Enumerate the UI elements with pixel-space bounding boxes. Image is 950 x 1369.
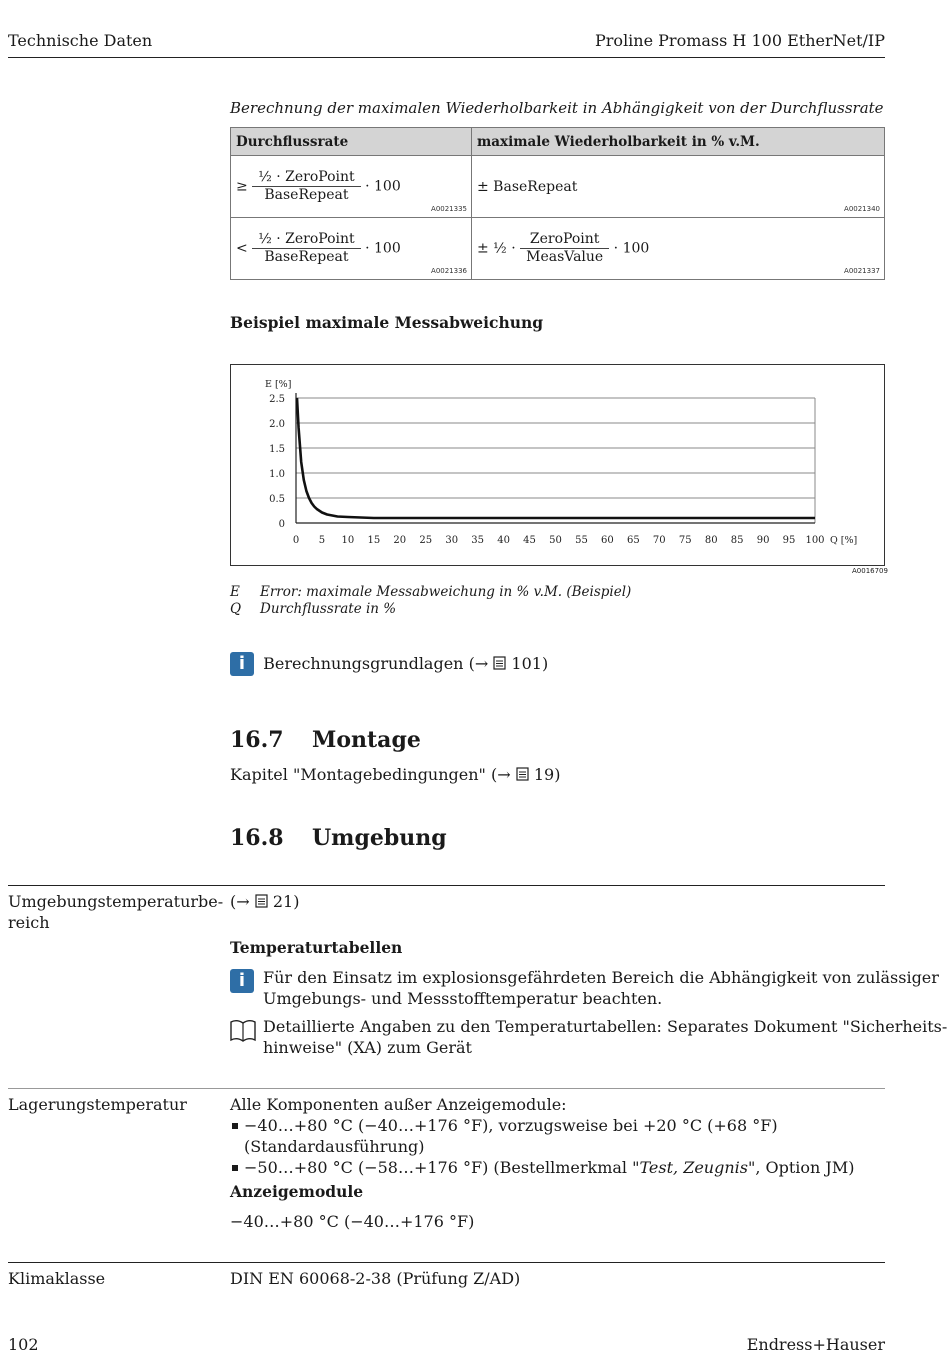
order-feature: "Test, Zeugnis" xyxy=(632,1158,756,1177)
x-tick-label: 80 xyxy=(704,535,718,546)
header-product-name: Proline Promass H 100 EtherNet/IP xyxy=(595,31,885,50)
chart-figure-code: A0016709 xyxy=(852,567,888,575)
book-icon xyxy=(229,1018,257,1044)
y-axis-label: E [%] xyxy=(265,379,292,390)
label-line: Umgebungstemperaturbe- xyxy=(8,892,224,911)
page-reference-icon xyxy=(516,767,529,781)
storage-temperature-content xyxy=(230,1094,885,1178)
multiplier: · 100 xyxy=(365,178,401,195)
x-tick-label: 45 xyxy=(523,535,536,546)
y-tick-label: 0 xyxy=(278,519,285,530)
legend-key: E xyxy=(230,584,240,600)
info-icon: i xyxy=(230,969,254,993)
legend-item-q xyxy=(230,601,631,618)
table-caption: Berechnung der maximalen Wiederholbarkeit in Abhängigkeit von der Durchflussrate xyxy=(230,99,884,117)
ambient-temperature-label xyxy=(8,891,223,933)
example-heading: Beispiel maximale Messabweichung xyxy=(230,313,544,332)
fraction-denominator: MeasValue xyxy=(526,249,604,265)
divider-rule xyxy=(8,1088,885,1089)
fraction xyxy=(520,231,609,266)
page-number: 102 xyxy=(8,1335,39,1354)
x-tick-label: 100 xyxy=(805,535,825,546)
page-reference[interactable]: 101) xyxy=(511,654,549,673)
table-cell-repeatability xyxy=(472,156,885,218)
figure-code: A0021337 xyxy=(844,267,880,275)
repeatability-prefix: ± ½ · xyxy=(477,240,516,257)
section-16-8-number: 16.8 xyxy=(230,825,284,851)
repeatability-formula: ± BaseRepeat xyxy=(477,178,578,195)
x-tick-label: 35 xyxy=(471,535,485,546)
section-16-7-title: Montage xyxy=(312,727,421,753)
x-tick-label: 75 xyxy=(678,535,692,546)
page-reference[interactable]: 19) xyxy=(533,765,561,784)
header-section-title: Technische Daten xyxy=(8,31,153,50)
legend-text: Durchflussrate in % xyxy=(260,601,397,617)
header-rule xyxy=(8,57,885,58)
x-tick-label: 25 xyxy=(419,535,433,546)
fraction-numerator: ½ · ZeroPoint xyxy=(252,231,360,249)
divider-rule xyxy=(8,1262,885,1263)
ambient-info-text xyxy=(263,967,939,1009)
repeatability-table xyxy=(230,127,885,280)
figure-code: A0021340 xyxy=(844,205,880,213)
y-tick-label: 1.0 xyxy=(269,469,285,480)
chart-frame xyxy=(230,364,885,566)
multiplier: · 100 xyxy=(365,240,401,257)
montage-reference-text: Kapitel "Montagebedingungen" (→ xyxy=(230,765,511,784)
divider-rule xyxy=(8,885,885,886)
x-tick-label: 30 xyxy=(445,535,459,546)
multiplier: · 100 xyxy=(613,240,650,257)
fraction-numerator: ½ · ZeroPoint xyxy=(252,169,360,187)
legend-item-e xyxy=(230,584,631,601)
table-header-repeatability: maximale Wiederholbarkeit in % v.M. xyxy=(472,128,885,156)
section-16-7-number: 16.7 xyxy=(230,727,284,753)
list-item xyxy=(230,1157,885,1178)
fraction-numerator: ZeroPoint xyxy=(520,231,609,249)
figure-code: A0021336 xyxy=(431,267,467,275)
x-tick-label: 40 xyxy=(497,535,510,546)
list-item: −40…+80 °C (−40…+176 °F), vorzugsweise bei +20 °C (+68 °F) (Standardausführung) xyxy=(230,1115,885,1157)
fraction xyxy=(252,169,360,204)
y-tick-label: 1.5 xyxy=(269,444,285,455)
label-line: reich xyxy=(8,913,50,932)
table-cell-flow-condition xyxy=(231,218,472,280)
text-line: hinweise" (XA) zum Gerät xyxy=(263,1038,472,1057)
x-tick-label: 50 xyxy=(549,535,562,546)
info-note-calculation xyxy=(230,652,548,676)
info-icon: i xyxy=(230,652,254,676)
footer-brand: Endress+Hauser xyxy=(746,1335,885,1354)
fraction-denominator: BaseRepeat xyxy=(264,249,349,265)
x-tick-label: 20 xyxy=(393,535,407,546)
text-line: Detaillierte Angaben zu den Temperaturtabellen: Separates Dokument "Sicherheits- xyxy=(263,1017,948,1036)
text-line: Für den Einsatz im explosionsgefährdeten Bereich die Abhängigkeit von zulässiger xyxy=(263,968,939,987)
reference-arrow: (→ xyxy=(230,892,250,911)
x-tick-label: 85 xyxy=(730,535,744,546)
figure-code: A0021335 xyxy=(431,205,467,213)
legend-key: Q xyxy=(230,601,242,617)
operator: < xyxy=(236,240,248,257)
storage-temperature-label: Lagerungstemperatur xyxy=(8,1095,187,1114)
chart-legend xyxy=(230,584,631,618)
y-tick-label: 2.0 xyxy=(269,419,285,430)
x-tick-label: 90 xyxy=(756,535,770,546)
table-cell-repeatability xyxy=(472,218,885,280)
storage-list xyxy=(230,1115,885,1178)
ambient-book-text xyxy=(263,1016,947,1058)
fraction xyxy=(252,231,360,266)
series-line xyxy=(297,398,815,518)
x-axis-label: Q [%] xyxy=(830,535,858,546)
info-note-text: Berechnungsgrundlagen (→ xyxy=(263,654,489,673)
page-reference-icon xyxy=(493,656,506,670)
page-reference[interactable]: 21) xyxy=(272,892,300,911)
x-tick-label: 70 xyxy=(652,535,666,546)
measurement-error-chart xyxy=(231,365,884,565)
display-modules-value: −40…+80 °C (−40…+176 °F) xyxy=(230,1212,475,1231)
y-tick-label: 2.5 xyxy=(269,394,285,405)
x-tick-label: 15 xyxy=(367,535,381,546)
y-tick-label: 0.5 xyxy=(269,494,285,505)
x-tick-label: 65 xyxy=(626,535,640,546)
page-reference-icon xyxy=(255,894,268,908)
list-item-text: , Option JM) xyxy=(755,1158,855,1177)
climate-class-label: Klimaklasse xyxy=(8,1269,106,1288)
ambient-reference xyxy=(230,891,299,912)
x-tick-label: 60 xyxy=(601,535,614,546)
text-line: Umgebungs- und Messstofftemperatur beachten. xyxy=(263,989,663,1008)
table-row xyxy=(231,156,885,218)
x-tick-label: 10 xyxy=(341,535,355,546)
table-row xyxy=(231,218,885,280)
x-tick-label: 0 xyxy=(292,535,300,546)
list-item-text: −50…+80 °C (−58…+176 °F) (Bestellmerkmal xyxy=(244,1158,633,1177)
legend-text: Error: maximale Messabweichung in % v.M. (Beispiel) xyxy=(260,584,632,600)
temperature-tables-heading: Temperaturtabellen xyxy=(230,938,403,957)
fraction-denominator: BaseRepeat xyxy=(264,187,349,203)
climate-class-value: DIN EN 60068-2-38 (Prüfung Z/AD) xyxy=(230,1269,521,1288)
section-16-7-text xyxy=(230,764,560,785)
table-cell-flow-condition xyxy=(231,156,472,218)
storage-intro: Alle Komponenten außer Anzeigemodule: xyxy=(230,1095,567,1114)
operator: ≥ xyxy=(236,178,248,195)
section-16-8-title: Umgebung xyxy=(312,825,447,851)
x-tick-label: 95 xyxy=(782,535,796,546)
table-header-flow: Durchflussrate xyxy=(231,128,472,156)
display-modules-heading: Anzeigemodule xyxy=(230,1182,364,1201)
x-tick-label: 55 xyxy=(575,535,588,546)
x-tick-label: 5 xyxy=(318,535,326,546)
